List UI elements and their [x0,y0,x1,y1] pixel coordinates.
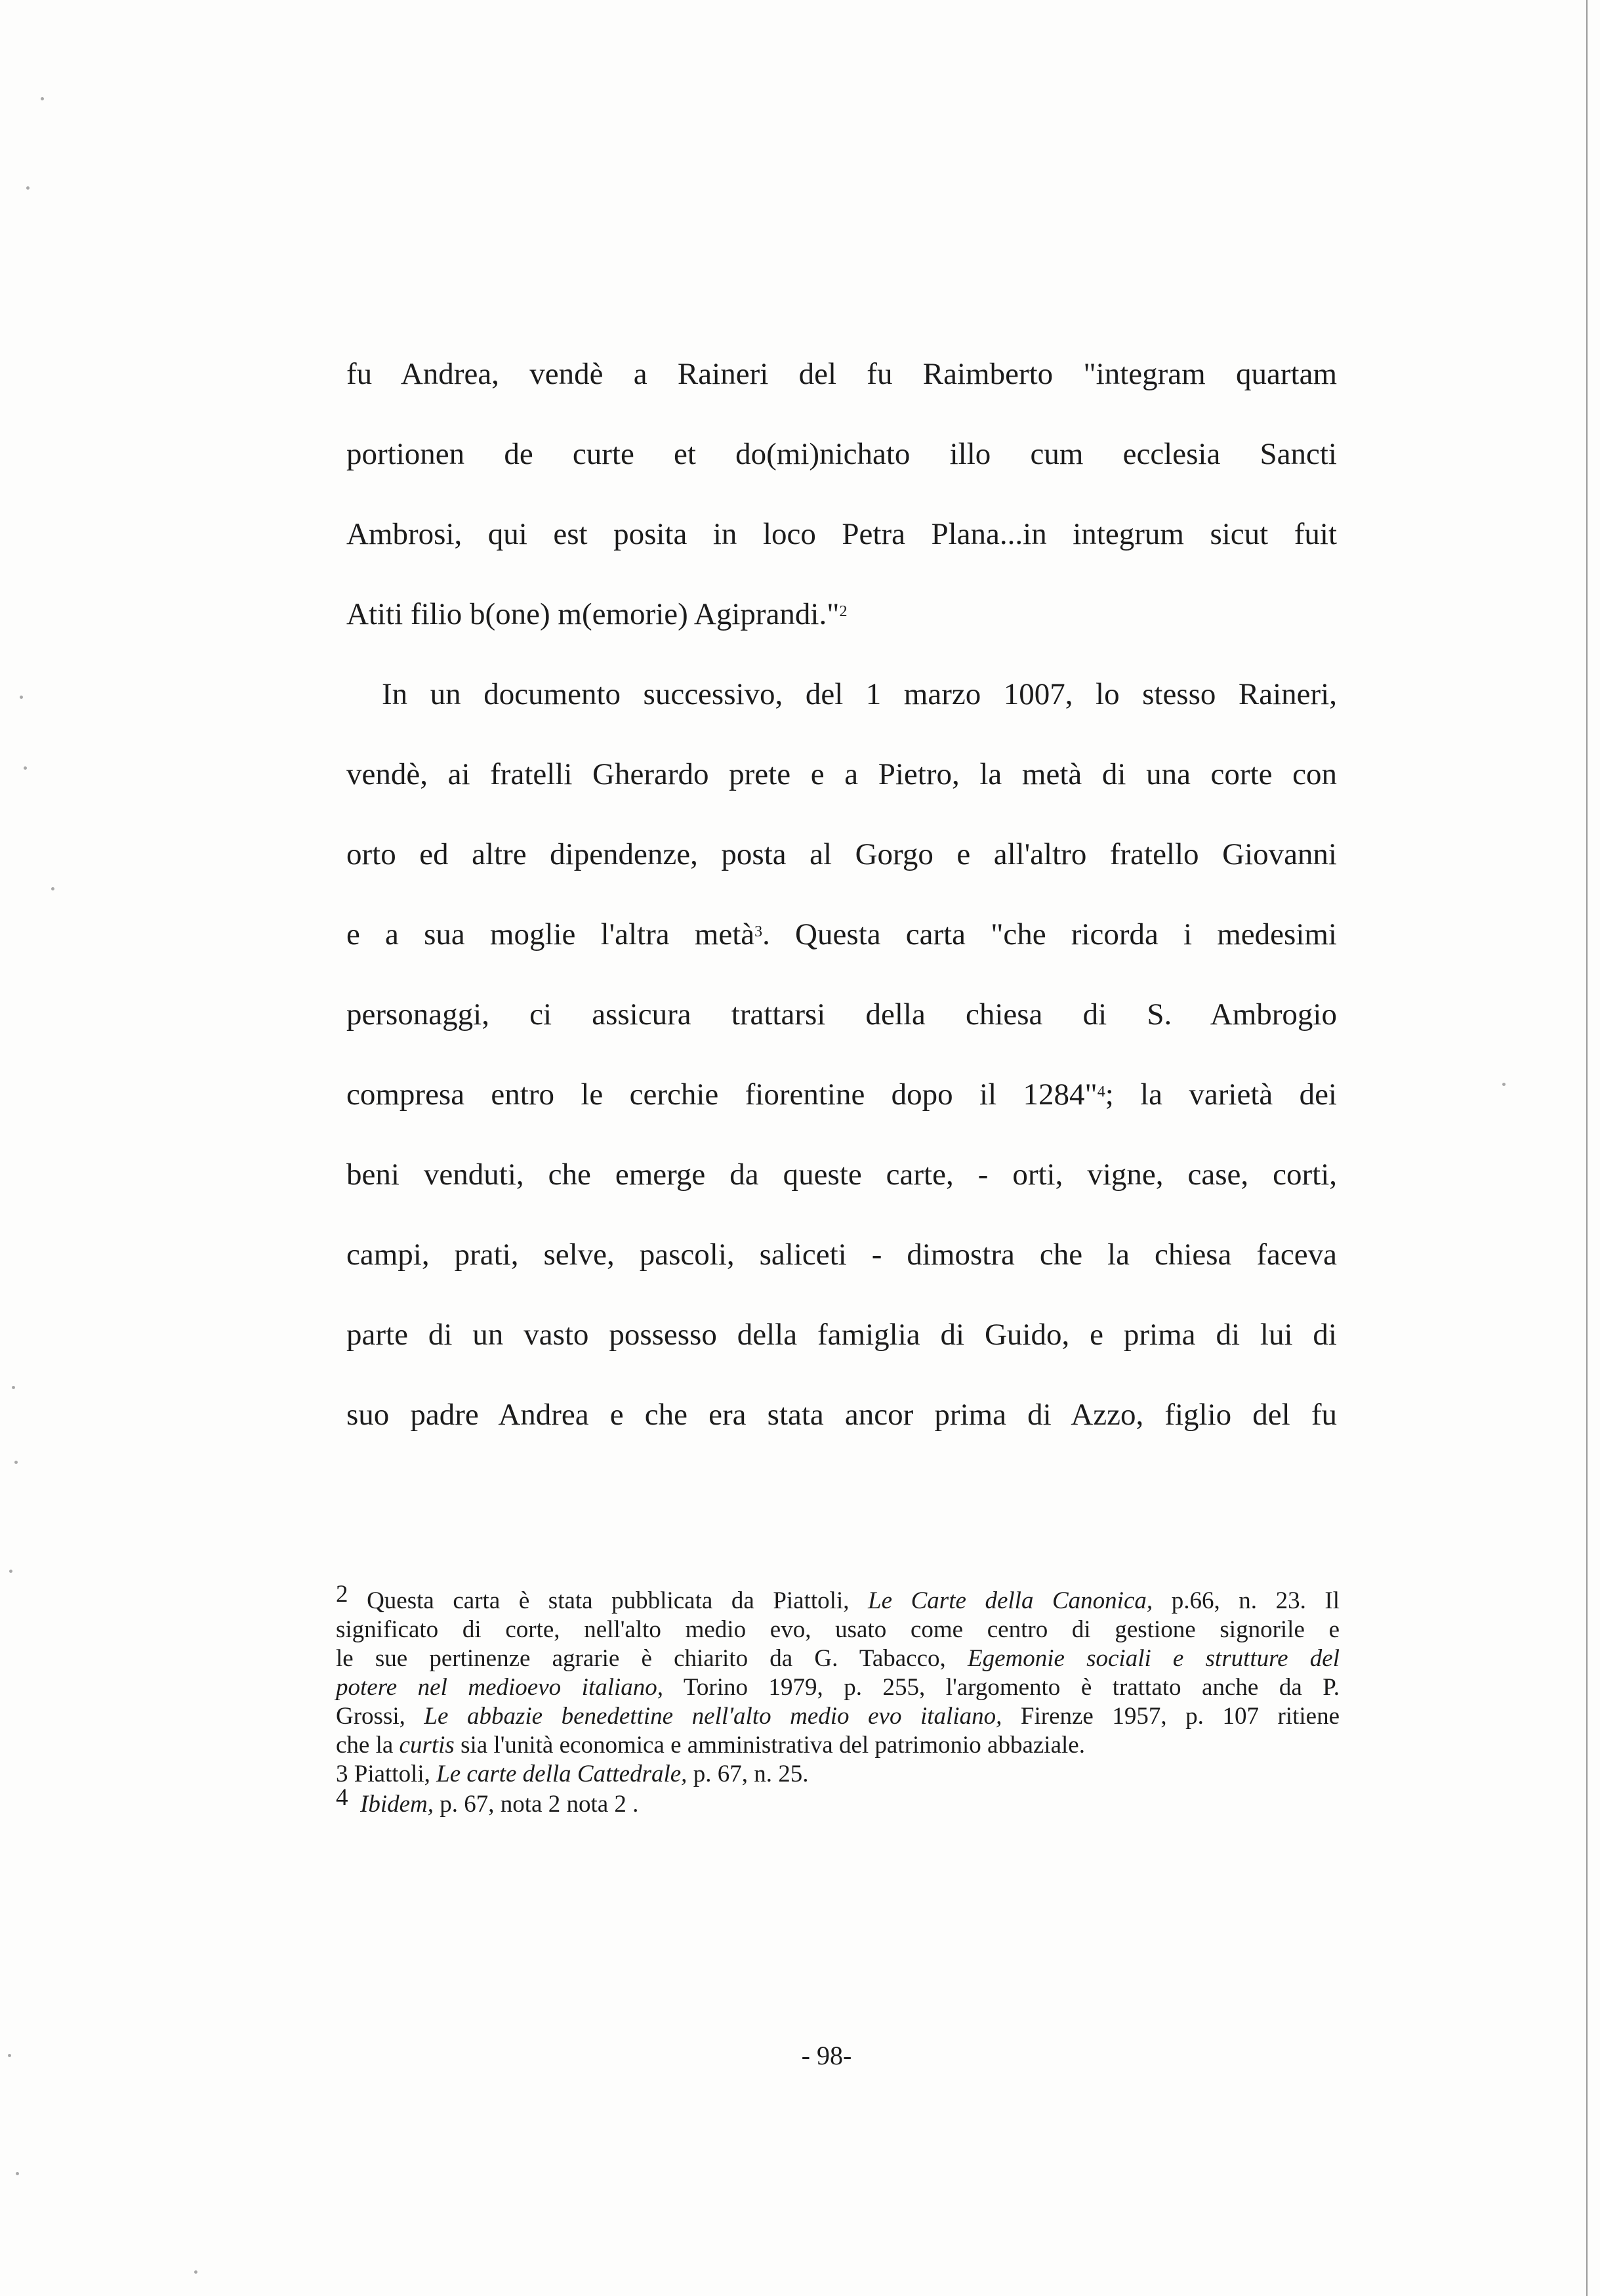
text-line: vendè, ai fratelli Gherardo prete e a Pietro, la metà di una corte con [346,757,1337,791]
text-line-content: compresa entro le cerchie fiorentine dopo il 1284" [346,1077,1097,1112]
footnote-ref-4: 4 [1097,1083,1105,1100]
footnote-number: 3 [336,1761,348,1787]
footnote-text: Firenze 1957, p. 107 ritiene [1002,1703,1340,1730]
footnote-number: 2 [336,1581,348,1608]
footnote-text: p. 67, nota 2 nota 2 . [434,1791,639,1818]
scan-speck [8,2054,11,2057]
text-line-content: Atiti filio b(one) m(emorie) Agiprandi." [346,597,840,631]
text-line: personaggi, ci assicura trattarsi della chiesa di S. Ambrogio [346,997,1337,1032]
footnote-ref-3: 3 [754,923,763,940]
footnote-title: Ibidem, [360,1791,434,1818]
text-line [346,1075,1337,1114]
scan-speck [14,1461,18,1464]
footnote-title: Le carte della Cattedrale, [436,1761,687,1787]
footnote-text: Grossi, [336,1703,424,1730]
scan-speck [41,97,44,100]
footnote-2-line [336,1673,1340,1702]
text-line: orto ed altre dipendenze, posta al Gorgo e all'altro fratello Giovanni [346,837,1337,871]
text-line-content: e a sua moglie l'altra metà [346,917,755,951]
scan-speck [1502,1083,1506,1086]
text-line: beni venduti, che emerge da queste carte, - orti, vigne, case, corti, [346,1158,1337,1192]
footnote-title: potere nel medioevo italiano, [336,1674,664,1701]
text-line: Ambrosi, qui est posita in loco Petra Plana...in integrum sicut fuit [346,517,1337,551]
footnote-text: p. 67, n. 25. [687,1761,809,1787]
footnote-title: curtis [399,1732,455,1759]
page-edge-shadow [1586,0,1588,2296]
text-line: campi, prati, selve, pascoli, saliceti - dimostra che la chiesa faceva [346,1238,1337,1272]
page-number: - 98- [801,2041,852,2070]
text-line: portionen de curte et do(mi)nichato illo cum ecclesia Sancti [346,437,1337,471]
scan-speck [12,1386,15,1389]
footnote-text: Piattoli, [348,1761,437,1787]
footnote-text: le sue pertinenze agrarie è chiarito da G. Tabacco, [336,1645,968,1672]
text-line: fu Andrea, vendè a Raineri del fu Raimberto "integram quartam [346,357,1337,391]
footnote-2-line [336,1581,1340,1616]
scan-speck [16,2172,19,2175]
text-line: In un documento successivo, del 1 marzo 1007, lo stesso Raineri, [382,677,1337,711]
footnote-title: Egemonie sociali e strutture del [967,1645,1340,1672]
scan-speck [9,1570,12,1573]
footnote-title: Le abbazie benedettine nell'alto medio evo italiano, [424,1703,1002,1730]
footnote-ref-2: 2 [839,603,848,620]
text-line [346,595,1337,634]
text-line [346,915,1337,954]
scan-speck [20,696,23,699]
text-line: suo padre Andrea e che era stata ancor prima di Azzo, figlio del fu [346,1398,1337,1432]
footnote-2-line: significato di corte, nell'alto medio evo, usato come centro di gestione signorile e [336,1616,1340,1643]
footnote-number: 4 [336,1784,348,1811]
footnote-text: p.66, n. 23. Il [1153,1587,1340,1614]
scan-speck [194,2270,197,2274]
scan-speck [51,887,54,890]
footnote-title: Le Carte della Canonica, [868,1587,1153,1614]
footnote-text: sia l'unità economica e amministrativa del patrimonio abbaziale. [454,1732,1085,1759]
text-line: parte di un vasto possesso della famiglia di Guido, e prima di lui di [346,1318,1337,1352]
footnote-4-line [336,1784,1340,1819]
text-line-content: ; la varietà dei [1105,1077,1337,1112]
footnote-text: che la [336,1732,400,1759]
footnote-2-line [336,1731,1340,1760]
scan-speck [26,186,30,190]
footnote-2-line [336,1702,1340,1731]
footnote-text: Torino 1979, p. 255, l'argomento è trattato anche da P. [663,1674,1340,1701]
footnote-3-line [336,1760,1340,1789]
scan-speck [24,766,27,770]
footnote-2-line [336,1644,1340,1673]
text-line-content: . Questa carta "che ricorda i medesimi [762,917,1337,951]
footnote-text: Questa carta è stata pubblicata da Piattoli, [367,1587,869,1614]
